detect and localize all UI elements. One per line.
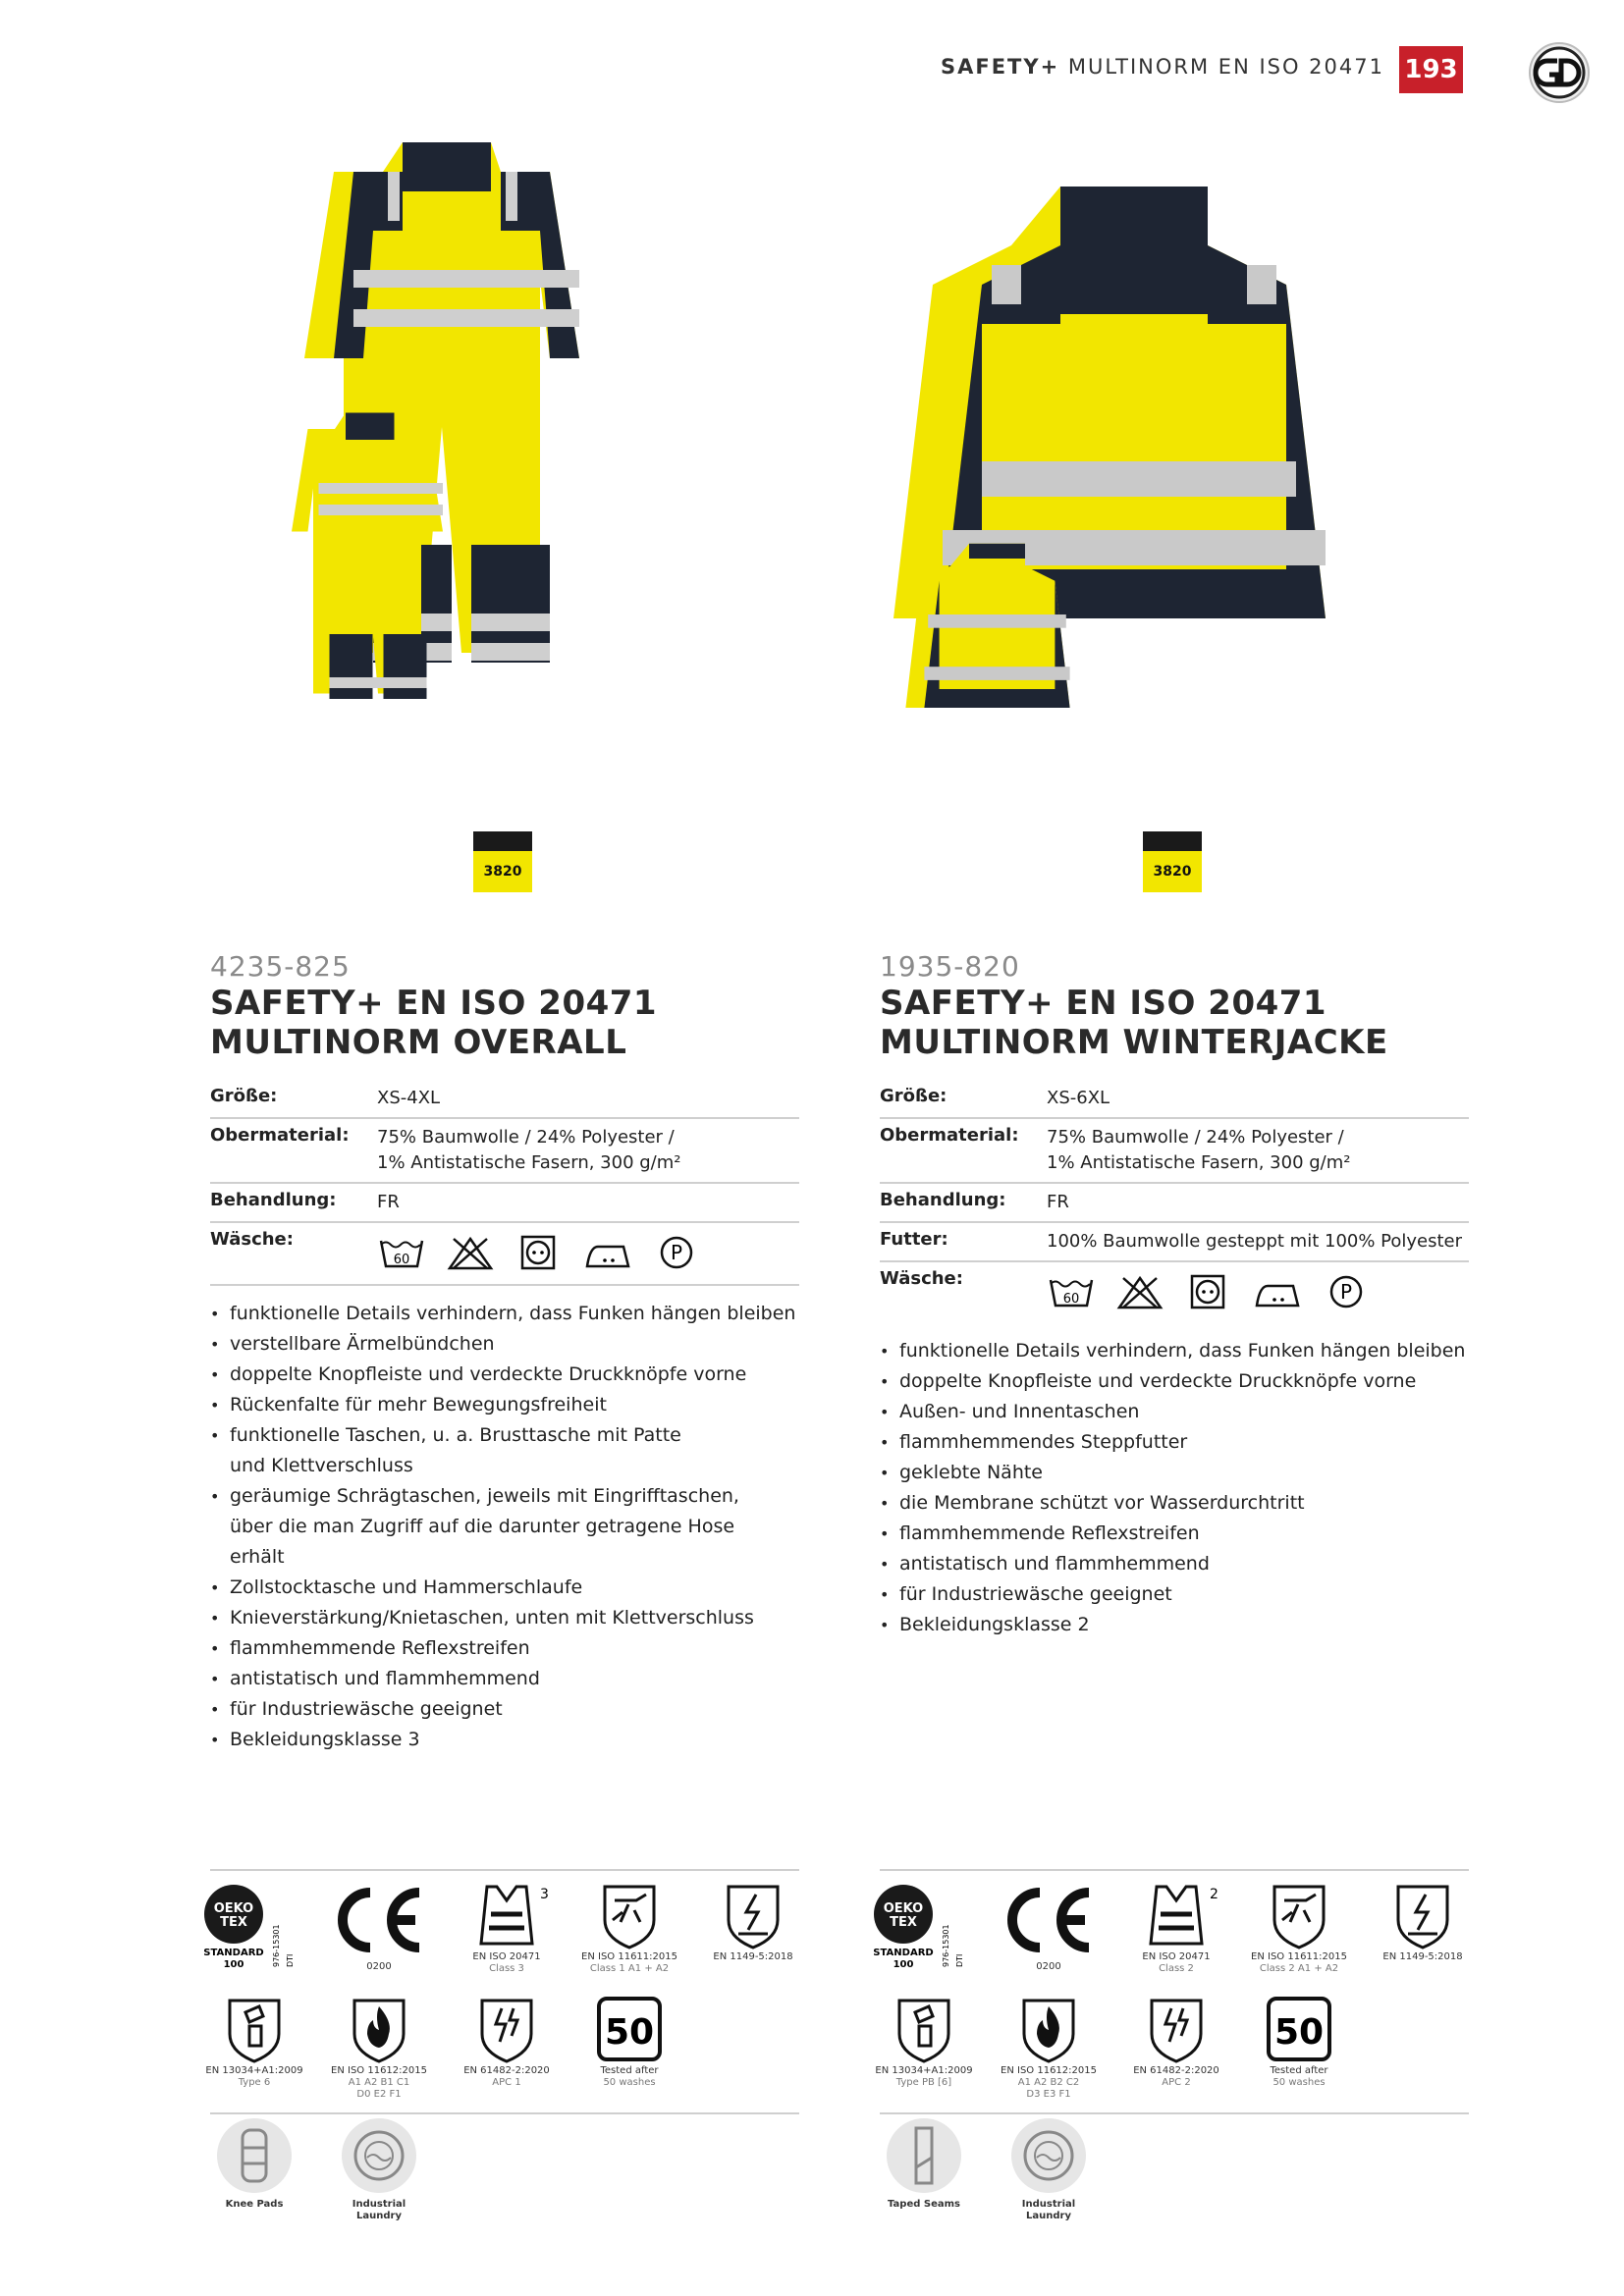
cert-sub: D3 E3 F1 bbox=[1026, 2089, 1071, 2100]
cert-washes bbox=[575, 1995, 683, 2089]
cert-label: EN ISO 11612:2015 bbox=[1001, 2065, 1097, 2076]
cert-sub: 50 washes bbox=[1272, 2077, 1326, 2088]
list-item: • flammhemmendes Steppfutter bbox=[880, 1427, 1469, 1458]
list-item: • Rückenfalte für mehr Bewegungsfreiheit bbox=[210, 1390, 799, 1420]
product-title bbox=[880, 984, 1388, 1062]
list-item: • die Membrane schützt vor Wasserdurchtritt bbox=[880, 1488, 1469, 1519]
dry-clean-p-icon bbox=[1322, 1272, 1371, 1311]
list-item: • funktionelle Details verhindern, dass Funken hängen bleiben bbox=[880, 1336, 1469, 1366]
cert-sub: Class 3 bbox=[489, 1963, 524, 1974]
spec-row-material bbox=[210, 1119, 799, 1184]
cert-label: EN 61482-2:2020 bbox=[463, 2065, 550, 2076]
cert-washes bbox=[1245, 1995, 1353, 2089]
electric-arc-shield-icon bbox=[1142, 1995, 1211, 2063]
list-item: • Knieverstärkung/Knietaschen, unten mit Klettverschluss bbox=[210, 1603, 799, 1633]
feature-badge-industrial-laundry: Industrial Laundry bbox=[995, 2118, 1103, 2222]
svg-text:P: P bbox=[1339, 1280, 1353, 1304]
header-title-bold: SAFETY+ bbox=[940, 55, 1060, 79]
spec-row-treatment bbox=[210, 1184, 799, 1223]
antistatic-shield-icon bbox=[719, 1881, 787, 1949]
product-title-line1: SAFETY+ EN ISO 20471 bbox=[880, 984, 1327, 1023]
spec-label: Größe: bbox=[880, 1086, 947, 1106]
cert-sub: 50 washes bbox=[603, 2077, 656, 2088]
oeko-tex-badge bbox=[870, 1881, 978, 1971]
cert-label: Tested after bbox=[1270, 2065, 1328, 2076]
cert-label: EN ISO 11611:2015 bbox=[581, 1951, 677, 1962]
cert-label: EN 13034+A1:2009 bbox=[875, 2065, 973, 2076]
feature-badge-taped-seams: Taped Seams bbox=[870, 2118, 978, 2211]
list-item: • Bekleidungsklasse 2 bbox=[880, 1610, 1469, 1640]
gd-logo-icon bbox=[1528, 41, 1591, 104]
cert-sub: D0 E2 F1 bbox=[356, 2089, 402, 2100]
spec-label: Wäsche: bbox=[880, 1268, 963, 1289]
cert-1149 bbox=[1369, 1881, 1477, 1963]
spec-value: FR bbox=[1047, 1192, 1069, 1212]
ce-code: 0200 bbox=[366, 1961, 392, 1972]
spec-row-material bbox=[880, 1119, 1469, 1184]
spec-label: Obermaterial: bbox=[210, 1125, 350, 1146]
cert-11611 bbox=[575, 1881, 683, 1975]
no-bleach-icon bbox=[446, 1233, 495, 1272]
svg-text:2: 2 bbox=[1210, 1887, 1218, 1902]
flame-shield-icon bbox=[345, 1995, 413, 2063]
spec-label: Wäsche: bbox=[210, 1229, 294, 1250]
spec-value: FR bbox=[377, 1192, 400, 1212]
spec-row-size bbox=[880, 1080, 1469, 1119]
spec-label: Obermaterial: bbox=[880, 1125, 1019, 1146]
certification-panel bbox=[203, 1869, 799, 2114]
color-swatch bbox=[1143, 831, 1202, 892]
cert-61482 bbox=[1122, 1995, 1230, 2089]
svg-text:TEX: TEX bbox=[220, 1915, 247, 1930]
svg-text:DTI: DTI bbox=[955, 1953, 964, 1967]
header-title-rest: MULTINORM EN ISO 20471 bbox=[1067, 55, 1384, 79]
cert-label: Tested after bbox=[600, 2065, 659, 2076]
feature-badge-knee-pads: Knee Pads bbox=[200, 2118, 308, 2211]
article-number: 4235-825 bbox=[210, 950, 351, 983]
wash-60-icon bbox=[1047, 1272, 1096, 1311]
page-number: 193 bbox=[1399, 46, 1463, 93]
electric-arc-shield-icon bbox=[472, 1995, 541, 2063]
color-code: 3820 bbox=[1143, 851, 1202, 892]
welding-shield-icon bbox=[595, 1881, 664, 1949]
svg-text:3: 3 bbox=[540, 1887, 549, 1902]
spec-row-lining bbox=[880, 1223, 1469, 1262]
cert-11612 bbox=[995, 1995, 1103, 2101]
industrial-laundry-icon bbox=[342, 2118, 416, 2193]
feature-badge-industrial-laundry: Industrial Laundry bbox=[325, 2118, 433, 2222]
cert-label: EN ISO 11611:2015 bbox=[1251, 1951, 1347, 1962]
list-item: • doppelte Knopfleiste und verdeckte Druckknöpfe vorne bbox=[880, 1366, 1469, 1397]
industrial-laundry-icon bbox=[1011, 2118, 1086, 2193]
list-item: • für Industriewäsche geeignet bbox=[210, 1694, 799, 1725]
care-symbols bbox=[377, 1229, 799, 1278]
product-title-line1: SAFETY+ EN ISO 20471 bbox=[210, 984, 658, 1023]
list-item: • Außen- und Innentaschen bbox=[880, 1397, 1469, 1427]
cert-sub: Type PB [6] bbox=[895, 2077, 952, 2088]
product-title-line2: MULTINORM OVERALL bbox=[210, 1023, 627, 1062]
cert-label: EN 61482-2:2020 bbox=[1133, 2065, 1219, 2076]
tumble-dry-icon bbox=[514, 1233, 564, 1272]
cert-sub: Class 2 A1 + A2 bbox=[1259, 1963, 1339, 1974]
spec-table bbox=[880, 1080, 1469, 1323]
chemical-shield-icon bbox=[220, 1995, 289, 2063]
cert-sub: APC 1 bbox=[492, 2077, 521, 2088]
spec-label: Größe: bbox=[210, 1086, 278, 1106]
spec-value: 75% Baumwolle / 24% Polyester / bbox=[1047, 1127, 1344, 1148]
iron-icon bbox=[1253, 1272, 1302, 1311]
taped-seams-icon bbox=[887, 2118, 961, 2193]
list-item: • flammhemmende Reflexstreifen bbox=[880, 1519, 1469, 1549]
color-swatch bbox=[473, 831, 532, 892]
svg-text:50: 50 bbox=[604, 2012, 655, 2053]
spec-value: 100% Baumwolle gesteppt mit 100% Polyester bbox=[1047, 1231, 1463, 1252]
antistatic-shield-icon bbox=[1388, 1881, 1457, 1949]
cert-20471 bbox=[453, 1881, 561, 1975]
ce-badge bbox=[325, 1881, 433, 1973]
svg-text:50: 50 bbox=[1273, 2012, 1325, 2053]
svg-text:100: 100 bbox=[223, 1959, 244, 1970]
cert-11611 bbox=[1245, 1881, 1353, 1975]
spec-label: Behandlung: bbox=[210, 1190, 337, 1210]
spec-value: 75% Baumwolle / 24% Polyester / bbox=[377, 1127, 675, 1148]
oeko-tex-icon bbox=[200, 1881, 308, 1969]
list-item: • verstellbare Ärmelbündchen bbox=[210, 1329, 799, 1360]
washes-50-icon bbox=[1265, 1995, 1333, 2063]
spec-label: Behandlung: bbox=[880, 1190, 1006, 1210]
oeko-tex-badge bbox=[200, 1881, 308, 1971]
cert-label: EN 1149-5:2018 bbox=[713, 1951, 793, 1962]
dry-clean-p-icon bbox=[652, 1233, 701, 1272]
list-item: • Bekleidungsklasse 3 bbox=[210, 1725, 799, 1755]
feature-list bbox=[210, 1299, 799, 1755]
cert-sub: A1 A2 B1 C1 bbox=[348, 2077, 410, 2088]
cert-13034 bbox=[200, 1995, 308, 2089]
svg-text:976-15301: 976-15301 bbox=[942, 1924, 950, 1967]
list-item: • funktionelle Details verhindern, dass Funken hängen bleiben bbox=[210, 1299, 799, 1329]
svg-text:STANDARD: STANDARD bbox=[203, 1948, 264, 1958]
spec-row-wash bbox=[880, 1262, 1469, 1323]
product-title bbox=[210, 984, 657, 1062]
cert-sub: APC 2 bbox=[1162, 2077, 1191, 2088]
color-code: 3820 bbox=[473, 851, 532, 892]
svg-text:60: 60 bbox=[393, 1253, 410, 1267]
svg-text:OEKO: OEKO bbox=[213, 1901, 254, 1916]
knee-pads-icon bbox=[217, 2118, 292, 2193]
care-symbols bbox=[1047, 1268, 1469, 1317]
svg-text:OEKO: OEKO bbox=[883, 1901, 924, 1916]
oeko-tex-icon bbox=[870, 1881, 978, 1969]
svg-text:DTI: DTI bbox=[286, 1953, 295, 1967]
list-item: • für Industriewäsche geeignet bbox=[880, 1579, 1469, 1610]
spec-table bbox=[210, 1080, 799, 1286]
feature-list bbox=[880, 1336, 1469, 1640]
cert-1149 bbox=[699, 1881, 807, 1963]
cert-11612 bbox=[325, 1995, 433, 2101]
list-item: • antistatisch und flammhemmend bbox=[880, 1549, 1469, 1579]
product-column-overall bbox=[203, 0, 799, 2296]
ce-mark-icon bbox=[995, 1881, 1103, 1959]
list-item: • antistatisch und flammhemmend bbox=[210, 1664, 799, 1694]
list-item: • doppelte Knopfleiste und verdeckte Druckknöpfe vorne bbox=[210, 1360, 799, 1390]
svg-text:100: 100 bbox=[893, 1959, 914, 1970]
cert-20471 bbox=[1122, 1881, 1230, 1975]
svg-text:TEX: TEX bbox=[890, 1915, 917, 1930]
cert-sub: A1 A2 B2 C2 bbox=[1017, 2077, 1080, 2088]
wash-60-icon bbox=[377, 1233, 426, 1272]
cert-sub: Class 1 A1 + A2 bbox=[589, 1963, 670, 1974]
product-column-winterjacket bbox=[873, 0, 1469, 2296]
ce-mark-icon bbox=[325, 1881, 433, 1959]
svg-text:976-15301: 976-15301 bbox=[272, 1924, 281, 1967]
cert-61482 bbox=[453, 1995, 561, 2089]
ce-code: 0200 bbox=[1036, 1961, 1061, 1972]
certification-panel bbox=[873, 1869, 1469, 2114]
cert-label: EN 13034+A1:2009 bbox=[205, 2065, 303, 2076]
hi-vis-vest-icon bbox=[1137, 1881, 1216, 1949]
tumble-dry-icon bbox=[1184, 1272, 1233, 1311]
ce-badge bbox=[995, 1881, 1103, 1973]
no-bleach-icon bbox=[1115, 1272, 1164, 1311]
cert-sub: Type 6 bbox=[238, 2077, 271, 2088]
list-item: • flammhemmende Reflexstreifen bbox=[210, 1633, 799, 1664]
flame-shield-icon bbox=[1014, 1995, 1083, 2063]
chemical-shield-icon bbox=[890, 1995, 958, 2063]
washes-50-icon bbox=[595, 1995, 664, 2063]
spec-value: XS-6XL bbox=[1047, 1088, 1110, 1108]
spec-row-size bbox=[210, 1080, 799, 1119]
cert-label: EN 1149-5:2018 bbox=[1382, 1951, 1463, 1962]
spec-value: 1% Antistatische Fasern, 300 g/m² bbox=[377, 1152, 681, 1173]
cert-13034 bbox=[870, 1995, 978, 2089]
hi-vis-vest-icon bbox=[467, 1881, 549, 1949]
svg-text:P: P bbox=[670, 1241, 683, 1264]
spec-label: Futter: bbox=[880, 1229, 948, 1250]
spec-value: 1% Antistatische Fasern, 300 g/m² bbox=[1047, 1152, 1351, 1173]
svg-text:60: 60 bbox=[1062, 1292, 1080, 1307]
list-item: • Zollstocktasche und Hammerschlaufe bbox=[210, 1573, 799, 1603]
spec-row-wash bbox=[210, 1223, 799, 1286]
list-item: • geklebte Nähte bbox=[880, 1458, 1469, 1488]
svg-text:STANDARD: STANDARD bbox=[873, 1948, 934, 1958]
product-title-line2: MULTINORM WINTERJACKE bbox=[880, 1023, 1388, 1062]
iron-icon bbox=[583, 1233, 632, 1272]
list-item: • funktionelle Taschen, u. a. Brusttasche mit Patte und Klettverschluss bbox=[210, 1420, 799, 1481]
list-item: • geräumige Schrägtaschen, jeweils mit Eingrifftaschen, über die man Zugriff auf die darunter getragene Hose erhält bbox=[210, 1481, 799, 1573]
article-number: 1935-820 bbox=[880, 950, 1020, 983]
spec-row-treatment bbox=[880, 1184, 1469, 1223]
spec-value: XS-4XL bbox=[377, 1088, 441, 1108]
welding-shield-icon bbox=[1265, 1881, 1333, 1949]
cert-sub: Class 2 bbox=[1159, 1963, 1194, 1974]
cert-label: EN ISO 20471 bbox=[1142, 1951, 1211, 1962]
cert-label: EN ISO 11612:2015 bbox=[331, 2065, 427, 2076]
cert-label: EN ISO 20471 bbox=[472, 1951, 541, 1962]
